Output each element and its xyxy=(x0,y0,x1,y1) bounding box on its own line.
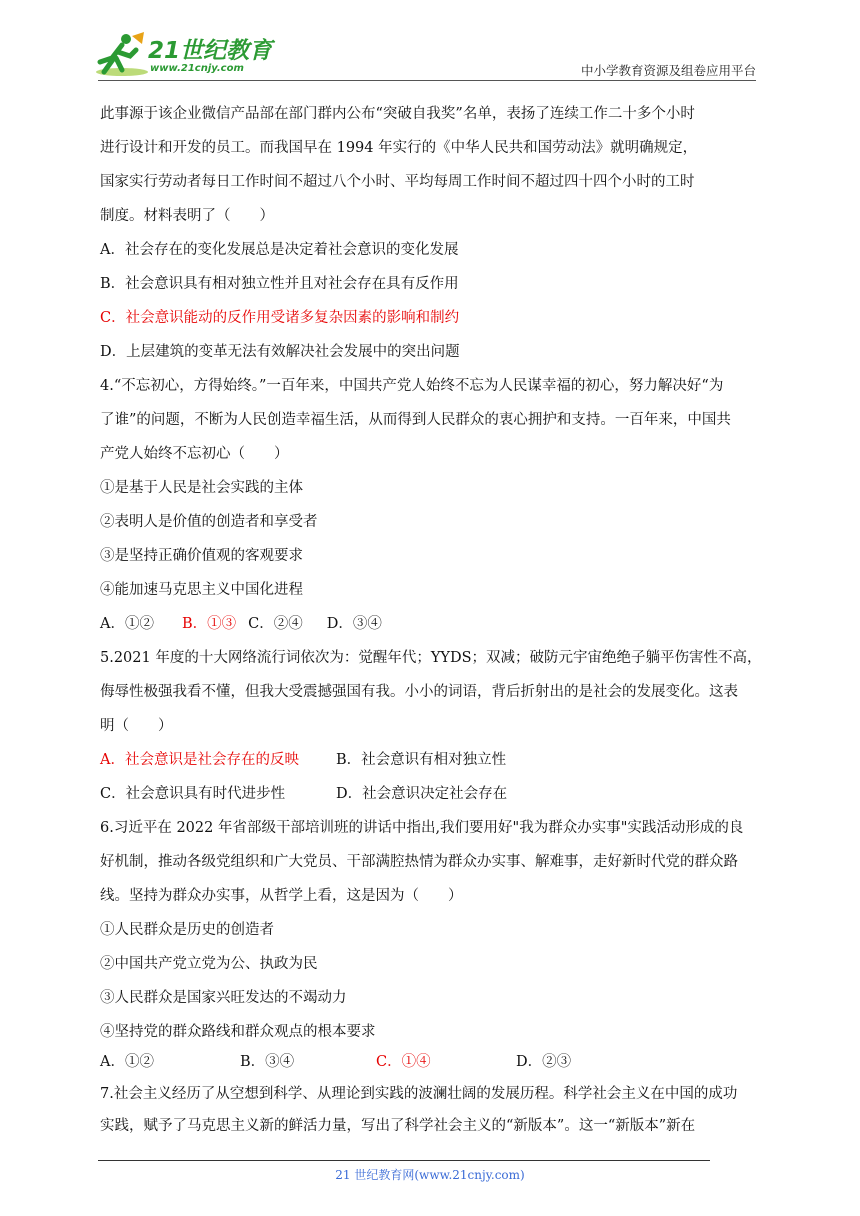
logo-url: www.21cnjy.com xyxy=(150,63,244,74)
q4-stem-line: 4.“不忘初心，方得始终。”一百年来，中国共产党人始终不忘为人民谋幸福的初心，努力解决好“为 xyxy=(100,378,724,394)
q6-item: ①人民群众是历史的创造者 xyxy=(100,922,274,938)
q4-item: ④能加速马克思主义中国化进程 xyxy=(100,582,303,598)
q5-option-d: D．社会意识决定社会存在 xyxy=(336,786,508,802)
q6-options xyxy=(100,1051,571,1073)
q6-option-b: B．③④ xyxy=(240,1054,295,1070)
page-header xyxy=(0,0,860,82)
q5-options-row1 xyxy=(100,749,506,771)
q3-option-c-answer: C．社会意识能动的反作用受诸多复杂因素的影响和制约 xyxy=(100,310,460,326)
footer-text[interactable]: 21 世纪教育网(www.21cnjy.com) xyxy=(335,1168,525,1182)
q5-option-a-answer: A．社会意识是社会存在的反映 xyxy=(100,752,299,768)
q3-option-b: B．社会意识具有相对独立性并且对社会存在具有反作用 xyxy=(100,276,459,292)
q6-option-d: D．②③ xyxy=(516,1054,572,1070)
q5-stem-line: 明（ ） xyxy=(100,718,173,734)
platform-title: 中小学教育资源及组卷应用平台 xyxy=(580,63,756,78)
q6-option-c-answer: C．①④ xyxy=(376,1054,431,1070)
q5-stem-line: 5.2021 年度的十大网络流行词依次为：觉醒年代；YYDS；双减；破防元宇宙绝绝子躺平伤害性不高， xyxy=(100,650,762,666)
q4-options xyxy=(100,613,382,635)
q3-stem-line: 制度。材料表明了（ ） xyxy=(100,208,274,224)
q7-stem-line: 7.社会主义经历了从空想到科学、从理论到实践的波澜壮阔的发展历程。科学社会主义在中国的成功 xyxy=(100,1086,738,1102)
q4-stem-line: 了谁”的问题，不断为人民创造幸福生活，从而得到人民群众的衷心拥护和支持。一百年来，中国共 xyxy=(100,412,731,428)
footer-divider xyxy=(98,1160,710,1161)
q5-stem-line: 侮辱性极强我看不懂，但我大受震撼强国有我。小小的词语，背后折射出的是社会的发展变化。这表 xyxy=(100,684,738,700)
q4-item: ②表明人是价值的创造者和享受者 xyxy=(100,514,318,530)
q6-stem-line: 6.习近平在 2022 年省部级干部培训班的讲话中指出,我们要用好"我为群众办实事"实践活动形成的良 xyxy=(100,820,744,836)
q3-stem-line: 国家实行劳动者每日工作时间不超过八个小时、平均每周工作时间不超过四十四个小时的工时 xyxy=(100,174,695,190)
q7-stem-line: 实践，赋予了马克思主义新的鲜活力量，写出了科学社会主义的“新版本”。这一“新版本”新在 xyxy=(100,1118,696,1134)
q6-stem-line: 线。坚持为群众办实事，从哲学上看，这是因为（ ） xyxy=(100,888,463,904)
q6-item: ②中国共产党立党为公、执政为民 xyxy=(100,956,318,972)
q6-item: ④坚持党的群众路线和群众观点的根本要求 xyxy=(100,1024,376,1040)
q3-option-a: A．社会存在的变化发展总是决定着社会意识的变化发展 xyxy=(100,242,459,258)
q6-stem-line: 好机制，推动各级党组织和广大党员、干部满腔热情为群众办实事、解难事，走好新时代党的群众路 xyxy=(100,854,738,870)
q3-stem-line: 此事源于该企业微信产品部在部门群内公布“突破自我奖”名单，表扬了连续工作二十多个小时 xyxy=(100,106,695,122)
q5-options-row2 xyxy=(100,783,507,805)
q4-option-c: C．②④ xyxy=(248,616,303,632)
q4-option-a: A．①② xyxy=(100,616,154,632)
q4-item: ③是坚持正确价值观的客观要求 xyxy=(100,548,303,564)
q3-option-d: D．上层建筑的变革无法有效解决社会发展中的突出问题 xyxy=(100,344,460,360)
q6-item: ③人民群众是国家兴旺发达的不竭动力 xyxy=(100,990,347,1006)
q4-stem-line: 产党人始终不忘初心（ ） xyxy=(100,446,289,462)
logo-wordmark: 21世纪教育 xyxy=(148,38,273,64)
header-divider xyxy=(98,80,756,81)
q3-stem-line: 进行设计和开发的员工。而我国早在 1994 年实行的《中华人民共和国劳动法》就明确规定， xyxy=(100,140,698,156)
q4-option-b-answer: B．①③ xyxy=(181,616,237,632)
q4-item: ①是基于人民是社会实践的主体 xyxy=(100,480,303,496)
q5-option-b: B．社会意识有相对独立性 xyxy=(336,752,507,768)
q6-option-a: A．①② xyxy=(100,1054,154,1070)
q4-option-d: D．③④ xyxy=(326,616,382,632)
q5-option-c: C．社会意识具有时代进步性 xyxy=(100,786,286,802)
